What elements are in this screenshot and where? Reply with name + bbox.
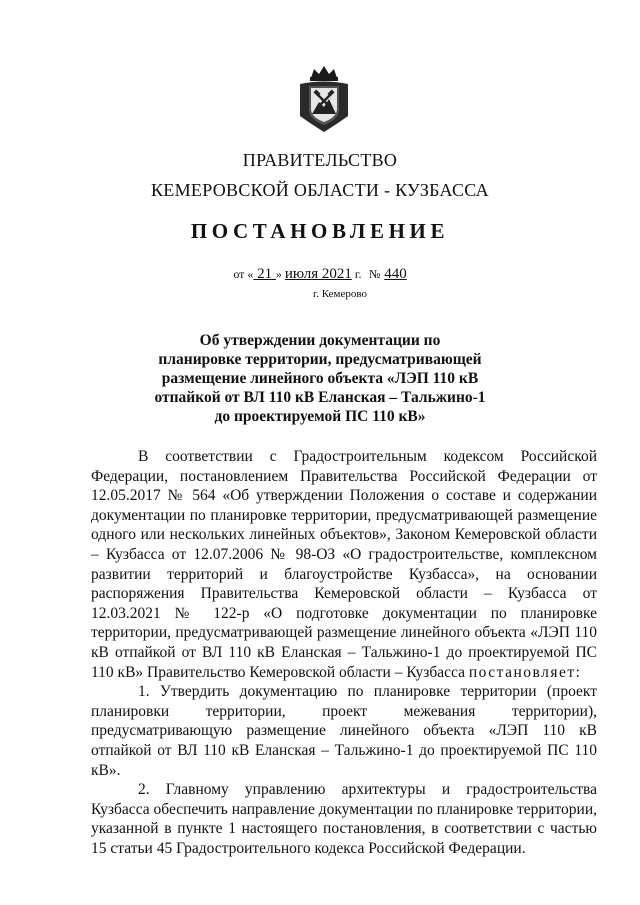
preamble-text: В соответствии с Градостроительным кодексом Российской Федерации, постановлением Правительства Российской Федерации от 12.05.2017 № 564 «Об утверждении Положения о составе и содержании документации по планировке территории, предусматривающей размещение одного или нескольких линейных объектов», Законом Кемеровской области – Кузбасса от 12.07.2006 № 98-ОЗ «О градостроительстве, комплексном развитии территорий и благоустройстве Кузбасса», на основании распоряжения Правительства Кемеровской области – Кузбасса от 12.03.2021 № 122-р «О подготовке документации по планировке территории, предусматривающей размещение линейного объекта «ЛЭП 110 кВ отпайкой от ВЛ 110 кВ Еланская – Тальжино-1 до проектируемой ПС 110 кВ» Правительство Кемеровской области – Кузбасса [91, 448, 597, 681]
item-2-paragraph: 2. Главному управлению архитектуры и градостроительства Кузбасса обеспечить направление документации по планировке территории, указанной в пункте 1 настоящего постановления, в соответствии с частью 15 статьи 45 Градостроительного кодекса Российской Федерации. [91, 781, 597, 857]
organization-region: КЕМЕРОВСКОЙ ОБЛАСТИ - КУЗБАССА [151, 180, 489, 200]
organization-name: ПРАВИТЕЛЬСТВО [242, 150, 398, 170]
date-mid: » [275, 267, 285, 281]
document-type: ПОСТАНОВЛЕНИЕ [190, 219, 450, 243]
title-line: отпайкой от ВЛ 110 кВ Еланская – Тальжино-1 [154, 389, 486, 406]
document-city: г. Кемерово [312, 288, 368, 300]
coat-of-arms-icon [297, 64, 351, 134]
document-number: 440 [384, 266, 407, 282]
preamble-paragraph [91, 447, 597, 682]
date-month-year: июля 2021 [284, 266, 352, 282]
title-line: Об утверждении документации по [199, 332, 441, 349]
title-line: планировке территории, предусматривающей [158, 351, 482, 368]
title-line: до проектируемой ПС 110 кВ» [214, 408, 426, 425]
document-date-number [0, 266, 640, 283]
title-line: размещение линейного объекта «ЛЭП 110 кВ [161, 370, 479, 387]
date-year-suffix: г. [351, 267, 362, 281]
item-1-paragraph: 1. Утвердить документацию по планировке территории (проект планировки территории, проект межевания территории), предусматривающую размещение линейного объекта «ЛЭП 110 кВ отпайкой от ВЛ 110 кВ Еланская – Тальжино-1 до проектируемой ПС 110 кВ». [91, 683, 597, 779]
document-body [91, 447, 597, 858]
resolves-word: постановляет: [468, 663, 582, 681]
number-label: № [368, 267, 381, 281]
date-day: 21 [253, 266, 276, 282]
document-title [130, 331, 510, 426]
date-prefix: от « [233, 267, 254, 281]
